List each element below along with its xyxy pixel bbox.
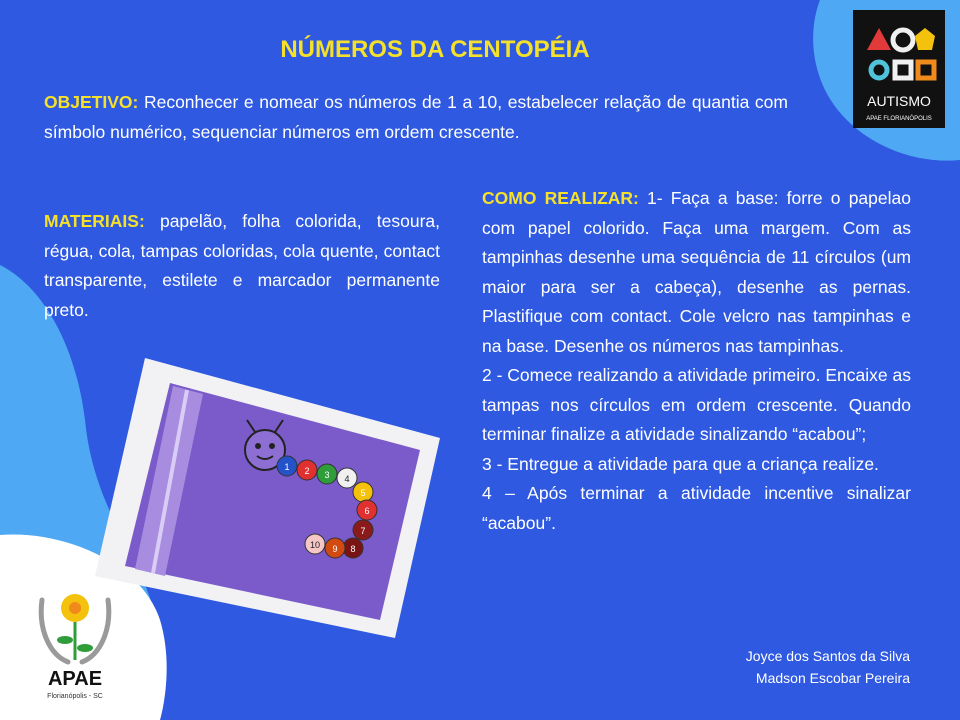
bottle-cap-number: 5 <box>360 488 366 498</box>
como-realizar-section <box>482 184 911 538</box>
autismo-logo-name: AUTISMO <box>867 93 931 109</box>
bottle-cap-number: 3 <box>324 470 330 480</box>
bottle-cap-number: 6 <box>364 506 370 516</box>
credits <box>746 645 910 689</box>
bottle-cap-number: 8 <box>350 544 356 554</box>
materiais-label: MATERIAIS: <box>44 211 145 231</box>
bottle-cap-number: 4 <box>344 474 350 484</box>
materiais-section <box>44 207 440 325</box>
bottle-cap-number: 10 <box>309 540 321 550</box>
autismo-logo <box>853 10 945 128</box>
autismo-logo-sub: APAE FLORIANÓPOLIS <box>866 116 932 122</box>
step-1-text: 1- Faça a base: forre o papelao com papel colorido. Faça uma margem. Com as tampinhas desenhe uma sequência de 11 círculos (um maior para ser a cabeça), desenhe as pernas. Plastifique com contact. Cole velcro nas tampinhas e na base. Desenhe os números nas tampinhas. <box>482 188 911 356</box>
step-3-text: 3 - Entregue a atividade para que a criança realize. <box>482 453 879 474</box>
sunflower-icon <box>57 594 93 660</box>
page-title: NÚMEROS DA CENTOPÉIA <box>280 36 590 63</box>
apae-logo-sub: Florianópolis - SC <box>47 693 103 700</box>
objetivo-section <box>44 88 788 147</box>
objetivo-text: Reconhecer e nomear os números de 1 a 10, estabelecer relação de quantia com símbolo numérico, sequenciar números em ordem crescente. <box>44 92 788 142</box>
bottle-cap-number: 1 <box>284 462 290 472</box>
credit-author-2: Madson Escobar Pereira <box>755 670 910 686</box>
objetivo-label: OBJETIVO: <box>44 92 139 112</box>
apae-logo-name: APAE <box>47 668 103 690</box>
credit-author-1: Joyce dos Santos da Silva <box>745 648 910 664</box>
bottle-cap-number: 7 <box>360 526 366 536</box>
materiais-text: papelão, folha colorida, tesoura, régua, cola, tampas coloridas, cola quente, contact transparente, estilete e marcador permanente preto. <box>44 211 440 320</box>
bottle-cap-number: 9 <box>332 544 338 554</box>
autismo-symbols-icon <box>853 10 945 128</box>
step-2-text: 2 - Comece realizando a atividade primeiro. Encaixe as tampas nos círculos em ordem crescente. Quando terminar finalize a atividade sinalizando “acabou”; <box>482 365 911 444</box>
activity-photo <box>95 358 455 638</box>
step-4-text: 4 – Após terminar a atividade incentive sinalizar “acabou”. <box>482 483 911 533</box>
bottle-cap-number: 2 <box>304 466 310 476</box>
como-realizar-label: COMO REALIZAR: <box>482 188 639 208</box>
